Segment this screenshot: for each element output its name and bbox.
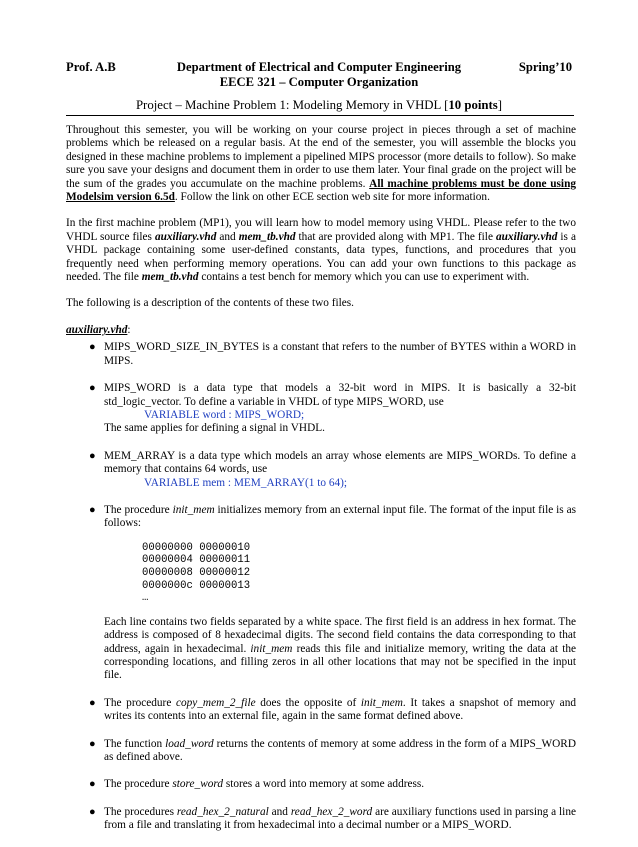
list-item xyxy=(66,450,576,490)
list-item-text: The same applies for defining a signal in VHDL. xyxy=(104,422,325,435)
procedure-name: copy_mem_2_file xyxy=(175,696,256,709)
list-item-text xyxy=(104,738,576,765)
list-item-text xyxy=(104,504,576,531)
list-item-text xyxy=(104,778,576,791)
text-run: . It takes a snapshot of memory and writes its contents into an external file, again in the same format defined above. xyxy=(104,696,576,723)
file-line: 0000000c 00000013 xyxy=(142,579,251,592)
function-name: read_hex_2_natural xyxy=(176,805,269,818)
text-run: The procedure xyxy=(104,696,176,709)
intro-text: Throughout this semester, you will be working on your course project in pieces through a set of machine problems which be released on a regular basis. At the end of the semester, you will assemble the blocks you designed in these machine problems to implement a pipelined MIPS processor (more details to follow). So make sure you save your designs and document them in order to use them later. Your final grade on the project will be the sum of the grades you accumulate on the machine problems. xyxy=(66,124,576,190)
text-run: stores a word into memory at some address. xyxy=(223,778,425,791)
procedure-name: init_mem xyxy=(360,696,403,709)
list-item xyxy=(66,806,576,833)
header-department-line: Department of Electrical and Computer Engineering xyxy=(176,60,462,74)
file-line: 00000008 00000012 xyxy=(142,566,251,579)
list-item xyxy=(66,382,576,436)
project-title xyxy=(0,98,638,113)
file-line: … xyxy=(142,592,149,605)
text-run: reads this file and initialize memory, writing the data at the corresponding locations, and filling zeros in all other locations that may not be specified in the input file. xyxy=(104,642,576,682)
text-run: The procedures xyxy=(104,805,177,818)
section-heading xyxy=(66,324,576,337)
filename-auxiliary: auxiliary.vhd xyxy=(495,230,558,243)
header-instructor: Prof. A.B xyxy=(66,60,116,74)
text-run: Each line contains two fields separated by a white space. The first field is an address in hex format. The address is composed of 8 hexadecimal digits. The second field contains the data corresponding to that address, again in hexadecimal. xyxy=(104,615,576,655)
project-title-points: 10 points xyxy=(448,98,498,112)
code-snippet: VARIABLE mem : MEM_ARRAY(1 to 64); xyxy=(144,476,348,489)
mp1-text: contains a test bench for memory which you can use to experiment with. xyxy=(198,271,530,284)
code-snippet: VARIABLE word : MIPS_WORD; xyxy=(144,408,305,421)
text-run: initializes memory from an external input file. The format of the input file is as follows: xyxy=(104,503,577,530)
mp1-text: In the first machine problem (MP1), you will learn how to model memory using VHDL. Please refer to the two VHDL source files xyxy=(66,217,576,243)
text-run: does the opposite of xyxy=(255,696,361,709)
mp1-text: and xyxy=(216,230,239,243)
procedure-name: store_word xyxy=(172,778,224,791)
function-name: read_hex_2_word xyxy=(290,805,373,818)
text-run: The procedure xyxy=(104,778,173,791)
intro-text-end: . Follow the link on other ECE section web site for more information. xyxy=(174,191,490,204)
text-run: The function xyxy=(104,737,166,750)
mp1-text: is a VHDL package containing some user-defined constants, data types, functions, and procedures that you frequently need when performing memory operations. You can add your own functions to this package as needed. The file xyxy=(66,230,576,284)
section-heading-colon: : xyxy=(127,323,131,336)
procedure-name: init_mem xyxy=(250,642,293,655)
intro-paragraph xyxy=(66,124,576,204)
file-line: 00000000 00000010 xyxy=(142,541,251,554)
input-file-example xyxy=(104,542,576,605)
bullet-icon: ● xyxy=(89,503,96,516)
list-item xyxy=(66,341,576,368)
document-body xyxy=(66,124,576,847)
filename-auxiliary: auxiliary.vhd xyxy=(154,230,217,243)
mp1-paragraph xyxy=(66,217,576,284)
title-rule xyxy=(66,115,574,116)
procedure-name: init_mem xyxy=(172,503,215,516)
bullet-icon: ● xyxy=(89,778,96,791)
intro-emphasis: All machine problems must be done using Modelsim version 6.5d xyxy=(66,177,576,204)
bullet-icon: ● xyxy=(89,696,96,709)
list-item xyxy=(66,738,576,765)
file-line: 00000004 00000011 xyxy=(142,554,251,567)
section-heading-label: auxiliary.vhd xyxy=(66,323,128,336)
header-term: Spring’10 xyxy=(518,60,572,74)
list-item-text xyxy=(104,616,576,683)
text-run: The procedure xyxy=(104,503,173,516)
bullet-icon: ● xyxy=(89,382,96,395)
function-name: load_word xyxy=(165,737,214,750)
mp1-text: that are provided along with MP1. The file xyxy=(295,230,496,243)
header-course-line: EECE 321 – Computer Organization xyxy=(219,75,419,89)
list-item-text: MIPS_WORD is a data type that models a 32-bit word in MIPS. It is basically a 32-bit std_logic_vector. To define a variable in VHDL of type MIPS_WORD, use xyxy=(104,382,576,408)
bullet-icon: ● xyxy=(89,737,96,750)
description-list xyxy=(66,341,576,832)
filename-mem-tb: mem_tb.vhd xyxy=(238,230,296,243)
list-item xyxy=(66,778,576,791)
bullet-icon: ● xyxy=(89,341,96,354)
list-item xyxy=(66,504,576,683)
bullet-icon: ● xyxy=(89,805,96,818)
project-title-prefix: Project – Machine Problem 1: Modeling Memory in VHDL [ xyxy=(135,98,449,112)
bullet-icon: ● xyxy=(89,449,96,462)
project-title-suffix: ] xyxy=(497,98,503,112)
files-intro-paragraph: The following is a description of the contents of these two files. xyxy=(66,297,355,310)
list-item-text: MEM_ARRAY is a data type which models an array whose elements are MIPS_WORDs. To define a memory that contains 64 words, use xyxy=(104,449,576,476)
text-run: and xyxy=(268,805,291,818)
filename-mem-tb: mem_tb.vhd xyxy=(141,271,199,284)
text-run: returns the contents of memory at some address in the form of a MIPS_WORD as defined above. xyxy=(104,737,576,763)
list-item-text: MIPS_WORD_SIZE_IN_BYTES is a constant that refers to the number of BYTES within a WORD in MIPS. xyxy=(104,341,576,367)
text-run: are auxiliary functions used in parsing a line from a file and translating it from hexadecimal into a decimal number or a MIPS_WORD. xyxy=(104,805,576,832)
list-item xyxy=(66,697,576,724)
list-item-text xyxy=(104,806,576,833)
list-item-text xyxy=(104,697,576,724)
